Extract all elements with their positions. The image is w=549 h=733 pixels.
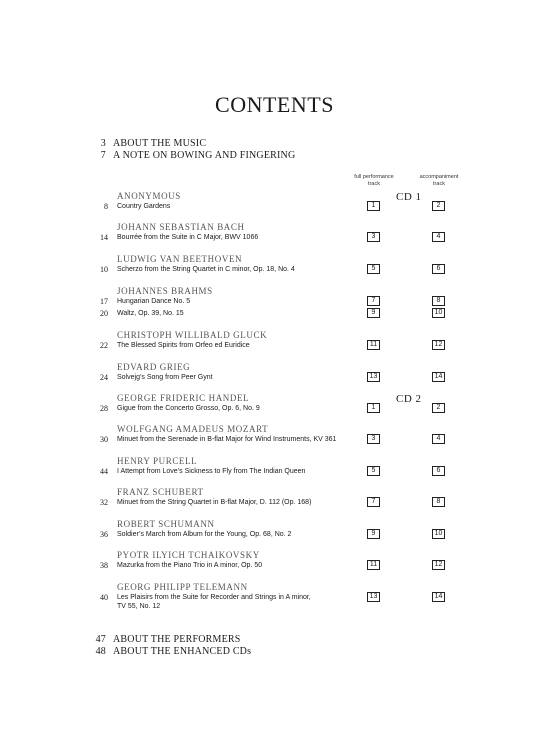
full-track-box[interactable]: 7 <box>367 497 380 507</box>
page-number: 32 <box>100 498 108 507</box>
accompaniment-track-box[interactable]: 12 <box>432 340 445 350</box>
accompaniment-track-box[interactable]: 2 <box>432 403 445 413</box>
page-number: 14 <box>100 233 108 242</box>
page-number: 36 <box>100 530 108 539</box>
entry-label: ABOUT THE ENHANCED CDs <box>113 646 252 657</box>
contents-entry[interactable] <box>88 646 251 657</box>
piece-title: Mazurka from the Piano Trio in A minor, Op. 50 <box>117 562 263 569</box>
composer-name: GEORGE FRIDERIC HANDEL <box>117 393 250 403</box>
page-number: 17 <box>100 297 108 306</box>
full-track-box[interactable]: 11 <box>367 560 380 570</box>
accompaniment-track-box[interactable]: 6 <box>432 264 445 274</box>
entry-label: ABOUT THE PERFORMERS <box>113 634 241 645</box>
accompaniment-track-box[interactable]: 12 <box>432 560 445 570</box>
piece-title: I Attempt from Love’s Sickness to Fly from The Indian Queen <box>117 468 306 475</box>
piece-title: Les Plaisirs from the Suite for Recorder and Strings in A minor, <box>117 594 311 601</box>
full-track-header <box>352 174 396 187</box>
page-number: 24 <box>100 373 108 382</box>
composer-name: ANONYMOUS <box>117 191 181 201</box>
accompaniment-track-box[interactable]: 8 <box>432 497 445 507</box>
composer-name: EDVARD GRIEG <box>117 362 191 372</box>
page-number: 20 <box>100 309 108 318</box>
piece-title: Gigue from the Concerto Grosso, Op. 6, No. 9 <box>117 405 260 412</box>
composer-name: GEORG PHILIPP TELEMANN <box>117 582 248 592</box>
full-track-box[interactable]: 3 <box>367 434 380 444</box>
full-track-box[interactable]: 9 <box>367 308 380 318</box>
full-track-box[interactable]: 11 <box>367 340 380 350</box>
piece-title: Minuet from the Serenade in B-flat Major for Wind Instruments, KV 361 <box>117 436 337 443</box>
full-track-box[interactable]: 5 <box>367 264 380 274</box>
cd-label-2: CD 2 <box>396 393 422 405</box>
piece-title: Bourrée from the Suite in C Major, BWV 1066 <box>117 234 259 241</box>
full-track-box[interactable]: 9 <box>367 529 380 539</box>
composer-name: JOHANNES BRAHMS <box>117 286 213 296</box>
page-number: 40 <box>100 593 108 602</box>
accompaniment-track-box[interactable]: 10 <box>432 529 445 539</box>
composer-name: LUDWIG VAN BEETHOVEN <box>117 254 243 264</box>
piece-title-line2: TV 55, No. 12 <box>117 603 161 610</box>
page-number: 44 <box>100 467 108 476</box>
page-number: 3 <box>100 138 106 149</box>
header-line: track <box>368 180 380 187</box>
header-line: full performance <box>354 174 394 180</box>
piece-title: Soldier’s March from Album for the Young, Op. 68, No. 2 <box>117 531 292 538</box>
page-number: 7 <box>100 150 106 161</box>
composer-name: PYOTR ILYICH TCHAIKOVSKY <box>117 550 260 560</box>
contents-entry[interactable] <box>88 634 241 645</box>
entry-label: A NOTE ON BOWING AND FINGERING <box>113 150 296 161</box>
full-track-box[interactable]: 13 <box>367 372 380 382</box>
accompaniment-track-header <box>416 174 462 187</box>
accompaniment-track-box[interactable]: 14 <box>432 372 445 382</box>
full-track-box[interactable]: 1 <box>367 403 380 413</box>
page-number: 22 <box>100 341 108 350</box>
accompaniment-track-box[interactable]: 4 <box>432 232 445 242</box>
composer-name: WOLFGANG AMADEUS MOZART <box>117 424 269 434</box>
full-track-box[interactable]: 1 <box>367 201 380 211</box>
accompaniment-track-box[interactable]: 8 <box>432 296 445 306</box>
piece-title: The Blessed Spirits from Orfeo ed Euridice <box>117 342 250 349</box>
accompaniment-track-box[interactable]: 4 <box>432 434 445 444</box>
page-title: CONTENTS <box>215 92 334 117</box>
piece-title: Scherzo from the String Quartet in C minor, Op. 18, No. 4 <box>117 266 295 273</box>
header-line: track <box>433 180 445 187</box>
contents-entry[interactable] <box>88 138 206 149</box>
page-number: 47 <box>95 634 106 645</box>
composer-name: ROBERT SCHUMANN <box>117 519 215 529</box>
piece-title: Minuet from the String Quartet in B-flat Major, D. 112 (Op. 168) <box>117 499 312 506</box>
piece-title: Solvejg’s Song from Peer Gynt <box>117 374 213 381</box>
piece-title: Waltz, Op. 39, No. 15 <box>117 310 184 317</box>
accompaniment-track-box[interactable]: 14 <box>432 592 445 602</box>
contents-entry[interactable] <box>88 150 295 161</box>
page-number: 28 <box>100 404 108 413</box>
composer-name: CHRISTOPH WILLIBALD GLUCK <box>117 330 268 340</box>
header-line: accompaniment <box>419 174 459 180</box>
page-number: 8 <box>104 202 108 211</box>
full-track-box[interactable]: 3 <box>367 232 380 242</box>
accompaniment-track-box[interactable]: 2 <box>432 201 445 211</box>
page-number: 38 <box>100 561 108 570</box>
full-track-box[interactable]: 13 <box>367 592 380 602</box>
cd-label-1: CD 1 <box>396 191 422 203</box>
page-number: 10 <box>100 265 108 274</box>
composer-name: JOHANN SEBASTIAN BACH <box>117 222 245 232</box>
composer-name: HENRY PURCELL <box>117 456 198 466</box>
page-number: 30 <box>100 435 108 444</box>
entry-label: ABOUT THE MUSIC <box>113 138 207 149</box>
piece-title: Country Gardens <box>117 203 171 210</box>
accompaniment-track-box[interactable]: 6 <box>432 466 445 476</box>
accompaniment-track-box[interactable]: 10 <box>432 308 445 318</box>
page-number: 48 <box>95 646 106 657</box>
full-track-box[interactable]: 5 <box>367 466 380 476</box>
composer-name: FRANZ SCHUBERT <box>117 487 204 497</box>
full-track-box[interactable]: 7 <box>367 296 380 306</box>
piece-title: Hungarian Dance No. 5 <box>117 298 191 305</box>
